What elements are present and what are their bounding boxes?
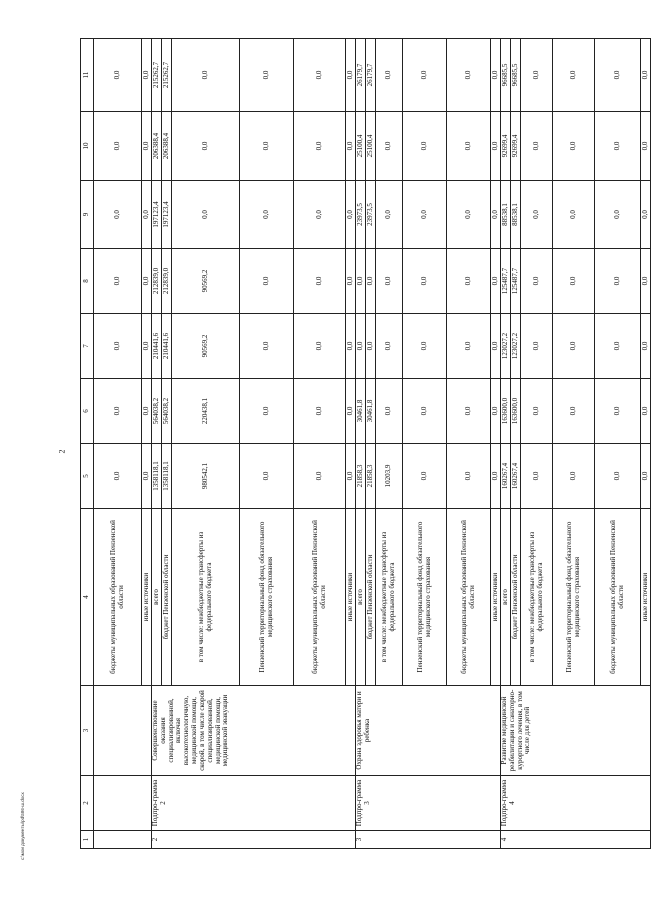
amount-cell: 0,0 bbox=[447, 112, 491, 181]
amount-cell: 0,0 bbox=[142, 314, 152, 379]
amount-cell: 0,0 bbox=[346, 314, 356, 379]
funding-source: всего bbox=[356, 509, 366, 686]
amount-cell: 0,0 bbox=[447, 444, 491, 509]
subprogram-title: Совершенствование оказания специализированной, включая высокотехнологичную, медицинской помощи, скорой, в том числе скорой специализированной, медицинской помощи, медицинской эвакуации bbox=[152, 686, 356, 776]
amount-cell: 0,0 bbox=[447, 314, 491, 379]
subprogram-label: Подпро-грамма 4 bbox=[501, 776, 651, 831]
amount-cell: 0,0 bbox=[142, 379, 152, 444]
amount-cell: 0,0 bbox=[142, 181, 152, 249]
amount-cell: 25100,4 bbox=[356, 112, 366, 181]
amount-cell: 0,0 bbox=[94, 39, 142, 112]
amount-cell: 92699,4 bbox=[511, 112, 521, 181]
amount-cell: 163600,0 bbox=[511, 379, 521, 444]
amount-cell: 0,0 bbox=[240, 379, 294, 444]
funding-source: бюджеты муниципальных образований Пензенской области bbox=[294, 509, 346, 686]
amount-cell: 0,0 bbox=[595, 444, 641, 509]
amount-cell: 0,0 bbox=[346, 249, 356, 314]
funding-source: всего bbox=[152, 509, 162, 686]
amount-cell: 30461,8 bbox=[366, 379, 376, 444]
header-cell: 6 bbox=[81, 379, 94, 444]
amount-cell: 0,0 bbox=[294, 181, 346, 249]
amount-cell: 0,0 bbox=[595, 39, 641, 112]
amount-cell: 0,0 bbox=[491, 444, 501, 509]
amount-cell: 123027,2 bbox=[501, 314, 511, 379]
header-cell: 7 bbox=[81, 314, 94, 379]
funding-source: в том числе: межбюджетные трансферты из федерального бюджета bbox=[521, 509, 553, 686]
header-cell: 11 bbox=[81, 39, 94, 112]
funding-source: иные источники bbox=[641, 509, 651, 686]
amount-cell: 215262,7 bbox=[162, 39, 172, 112]
amount-cell: 0,0 bbox=[553, 112, 595, 181]
funding-source: Пензенский территориальный фонд обязательного медицинского страхования bbox=[240, 509, 294, 686]
amount-cell: 0,0 bbox=[641, 379, 651, 444]
amount-cell: 88538,1 bbox=[511, 181, 521, 249]
header-cell: 2 bbox=[81, 776, 94, 831]
row-number: 4 bbox=[501, 831, 651, 849]
empty-cell bbox=[94, 831, 152, 849]
amount-cell: 160267,4 bbox=[511, 444, 521, 509]
amount-cell: 0,0 bbox=[346, 39, 356, 112]
header-cell: 10 bbox=[81, 112, 94, 181]
amount-cell: 163600,0 bbox=[501, 379, 511, 444]
amount-cell: 210441,6 bbox=[152, 314, 162, 379]
amount-cell: 125487,7 bbox=[511, 249, 521, 314]
amount-cell: 21858,3 bbox=[366, 444, 376, 509]
amount-cell: 0,0 bbox=[94, 379, 142, 444]
amount-cell: 0,0 bbox=[553, 181, 595, 249]
amount-cell: 206388,4 bbox=[152, 112, 162, 181]
amount-cell: 23973,5 bbox=[356, 181, 366, 249]
amount-cell: 0,0 bbox=[172, 181, 240, 249]
amount-cell: 0,0 bbox=[346, 181, 356, 249]
amount-cell: 88538,1 bbox=[501, 181, 511, 249]
amount-cell: 0,0 bbox=[294, 112, 346, 181]
amount-cell: 0,0 bbox=[521, 444, 553, 509]
amount-cell: 0,0 bbox=[403, 249, 447, 314]
amount-cell: 0,0 bbox=[595, 249, 641, 314]
amount-cell: 0,0 bbox=[172, 39, 240, 112]
amount-cell: 0,0 bbox=[294, 444, 346, 509]
subprogram-title: Охрана здоровья матери и ребенка bbox=[356, 686, 501, 776]
amount-cell: 0,0 bbox=[142, 39, 152, 112]
funding-source: бюджеты муниципальных образований Пензенской области bbox=[447, 509, 491, 686]
subprogram-label: Подпро-грамма 3 bbox=[356, 776, 501, 831]
amount-cell: 30461,8 bbox=[356, 379, 366, 444]
amount-cell: 197123,4 bbox=[152, 181, 162, 249]
header-cell: 9 bbox=[81, 181, 94, 249]
funding-source: Пензенский территориальный фонд обязательного медицинского страхования bbox=[553, 509, 595, 686]
header-cell: 5 bbox=[81, 444, 94, 509]
amount-cell: 0,0 bbox=[403, 112, 447, 181]
amount-cell: 0,0 bbox=[447, 181, 491, 249]
rotated-page-content bbox=[80, 39, 649, 849]
amount-cell: 0,0 bbox=[521, 314, 553, 379]
amount-cell: 0,0 bbox=[376, 181, 403, 249]
amount-cell: 0,0 bbox=[403, 444, 447, 509]
amount-cell: 0,0 bbox=[376, 314, 403, 379]
amount-cell: 212839,0 bbox=[152, 249, 162, 314]
amount-cell: 0,0 bbox=[240, 112, 294, 181]
amount-cell: 0,0 bbox=[447, 249, 491, 314]
amount-cell: 0,0 bbox=[376, 112, 403, 181]
amount-cell: 123027,2 bbox=[511, 314, 521, 379]
table-row bbox=[152, 39, 162, 849]
amount-cell: 0,0 bbox=[403, 181, 447, 249]
amount-cell: 0,0 bbox=[376, 249, 403, 314]
amount-cell: 90569,2 bbox=[172, 314, 240, 379]
amount-cell: 0,0 bbox=[240, 249, 294, 314]
amount-cell: 0,0 bbox=[521, 249, 553, 314]
amount-cell: 1358118,1 bbox=[152, 444, 162, 509]
funding-source: в том числе: межбюджетные трансферты из федерального бюджета bbox=[376, 509, 403, 686]
amount-cell: 0,0 bbox=[346, 112, 356, 181]
amount-cell: 0,0 bbox=[94, 249, 142, 314]
amount-cell: 0,0 bbox=[553, 314, 595, 379]
amount-cell: 0,0 bbox=[356, 314, 366, 379]
amount-cell: 125487,7 bbox=[501, 249, 511, 314]
amount-cell: 564038,2 bbox=[152, 379, 162, 444]
amount-cell: 0,0 bbox=[553, 249, 595, 314]
amount-cell: 0,0 bbox=[94, 314, 142, 379]
amount-cell: 210441,6 bbox=[162, 314, 172, 379]
amount-cell: 96685,5 bbox=[511, 39, 521, 112]
amount-cell: 0,0 bbox=[240, 314, 294, 379]
funding-source: иные источники bbox=[346, 509, 356, 686]
row-number: 3 bbox=[356, 831, 501, 849]
amount-cell: 0,0 bbox=[595, 112, 641, 181]
amount-cell: 0,0 bbox=[94, 181, 142, 249]
funding-table bbox=[80, 38, 651, 849]
amount-cell: 0,0 bbox=[346, 444, 356, 509]
amount-cell: 0,0 bbox=[366, 249, 376, 314]
amount-cell: 92699,4 bbox=[501, 112, 511, 181]
funding-source: бюджет Пензенской области bbox=[511, 509, 521, 686]
amount-cell: 0,0 bbox=[294, 314, 346, 379]
amount-cell: 0,0 bbox=[366, 314, 376, 379]
amount-cell: 0,0 bbox=[491, 39, 501, 112]
funding-source: иные источники bbox=[142, 509, 152, 686]
amount-cell: 197123,4 bbox=[162, 181, 172, 249]
header-row bbox=[81, 39, 94, 849]
amount-cell: 26179,7 bbox=[356, 39, 366, 112]
amount-cell: 0,0 bbox=[521, 181, 553, 249]
amount-cell: 215262,7 bbox=[152, 39, 162, 112]
amount-cell: 0,0 bbox=[641, 314, 651, 379]
amount-cell: 0,0 bbox=[595, 181, 641, 249]
amount-cell: 980542,1 bbox=[172, 444, 240, 509]
funding-source: иные источники bbox=[491, 509, 501, 686]
amount-cell: 0,0 bbox=[521, 39, 553, 112]
amount-cell: 160267,4 bbox=[501, 444, 511, 509]
amount-cell: 26179,7 bbox=[366, 39, 376, 112]
amount-cell: 212839,0 bbox=[162, 249, 172, 314]
amount-cell: 0,0 bbox=[553, 379, 595, 444]
funding-source: бюджет Пензенской области bbox=[162, 509, 172, 686]
funding-source: Пензенский территориальный фонд обязательного медицинского страхования bbox=[403, 509, 447, 686]
amount-cell: 0,0 bbox=[240, 39, 294, 112]
amount-cell: 206388,4 bbox=[162, 112, 172, 181]
header-cell: 1 bbox=[81, 831, 94, 849]
amount-cell: 0,0 bbox=[142, 112, 152, 181]
amount-cell: 21858,3 bbox=[356, 444, 366, 509]
funding-source: бюджет Пензенской области bbox=[366, 509, 376, 686]
amount-cell: 0,0 bbox=[240, 444, 294, 509]
amount-cell: 564038,2 bbox=[162, 379, 172, 444]
amount-cell: 0,0 bbox=[94, 444, 142, 509]
amount-cell: 0,0 bbox=[641, 39, 651, 112]
empty-cell bbox=[94, 686, 152, 776]
amount-cell: 0,0 bbox=[595, 314, 641, 379]
amount-cell: 0,0 bbox=[491, 379, 501, 444]
amount-cell: 0,0 bbox=[641, 112, 651, 181]
amount-cell: 0,0 bbox=[447, 379, 491, 444]
amount-cell: 0,0 bbox=[376, 39, 403, 112]
funding-source: всего bbox=[501, 509, 511, 686]
amount-cell: 0,0 bbox=[491, 181, 501, 249]
funding-source: в том числе: межбюджетные трансферты из федерального бюджета bbox=[172, 509, 240, 686]
amount-cell: 0,0 bbox=[491, 112, 501, 181]
amount-cell: 0,0 bbox=[641, 249, 651, 314]
amount-cell: 0,0 bbox=[94, 112, 142, 181]
amount-cell: 0,0 bbox=[294, 379, 346, 444]
amount-cell: 0,0 bbox=[346, 379, 356, 444]
amount-cell: 0,0 bbox=[641, 444, 651, 509]
amount-cell: 0,0 bbox=[356, 249, 366, 314]
amount-cell: 1358118,1 bbox=[162, 444, 172, 509]
header-cell: 4 bbox=[81, 509, 94, 686]
subprogram-title: Развитие медицинской реабилитации и санаторно-курортного лечения, в том числе для детей bbox=[501, 686, 651, 776]
header-cell: 3 bbox=[81, 686, 94, 776]
amount-cell: 0,0 bbox=[641, 181, 651, 249]
amount-cell: 0,0 bbox=[553, 39, 595, 112]
amount-cell: 0,0 bbox=[294, 249, 346, 314]
amount-cell: 0,0 bbox=[595, 379, 641, 444]
amount-cell: 0,0 bbox=[447, 39, 491, 112]
file-path-footer: с:\мои документы\рd\586-ш.docx bbox=[20, 792, 25, 860]
amount-cell: 0,0 bbox=[294, 39, 346, 112]
amount-cell: 0,0 bbox=[142, 249, 152, 314]
amount-cell: 0,0 bbox=[240, 181, 294, 249]
amount-cell: 0,0 bbox=[142, 444, 152, 509]
amount-cell: 0,0 bbox=[403, 379, 447, 444]
amount-cell: 0,0 bbox=[491, 314, 501, 379]
amount-cell: 90569,2 bbox=[172, 249, 240, 314]
amount-cell: 10203,9 bbox=[376, 444, 403, 509]
amount-cell: 25100,4 bbox=[366, 112, 376, 181]
empty-cell bbox=[94, 776, 152, 831]
funding-source: бюджеты муниципальных образований Пензенской области bbox=[595, 509, 641, 686]
amount-cell: 220438,1 bbox=[172, 379, 240, 444]
amount-cell: 0,0 bbox=[403, 39, 447, 112]
table-row bbox=[501, 39, 511, 849]
funding-source: бюджеты муниципальных образований Пензенской области bbox=[94, 509, 142, 686]
page-number: 2 bbox=[57, 449, 67, 454]
amount-cell: 0,0 bbox=[172, 112, 240, 181]
table-row bbox=[94, 39, 142, 849]
amount-cell: 0,0 bbox=[553, 444, 595, 509]
row-number: 2 bbox=[152, 831, 356, 849]
table-row bbox=[356, 39, 366, 849]
amount-cell: 96685,5 bbox=[501, 39, 511, 112]
amount-cell: 0,0 bbox=[521, 112, 553, 181]
subprogram-label: Подпро-грамма 2 bbox=[152, 776, 356, 831]
amount-cell: 0,0 bbox=[376, 379, 403, 444]
amount-cell: 0,0 bbox=[491, 249, 501, 314]
amount-cell: 0,0 bbox=[403, 314, 447, 379]
amount-cell: 23973,5 bbox=[366, 181, 376, 249]
header-cell: 8 bbox=[81, 249, 94, 314]
amount-cell: 0,0 bbox=[521, 379, 553, 444]
